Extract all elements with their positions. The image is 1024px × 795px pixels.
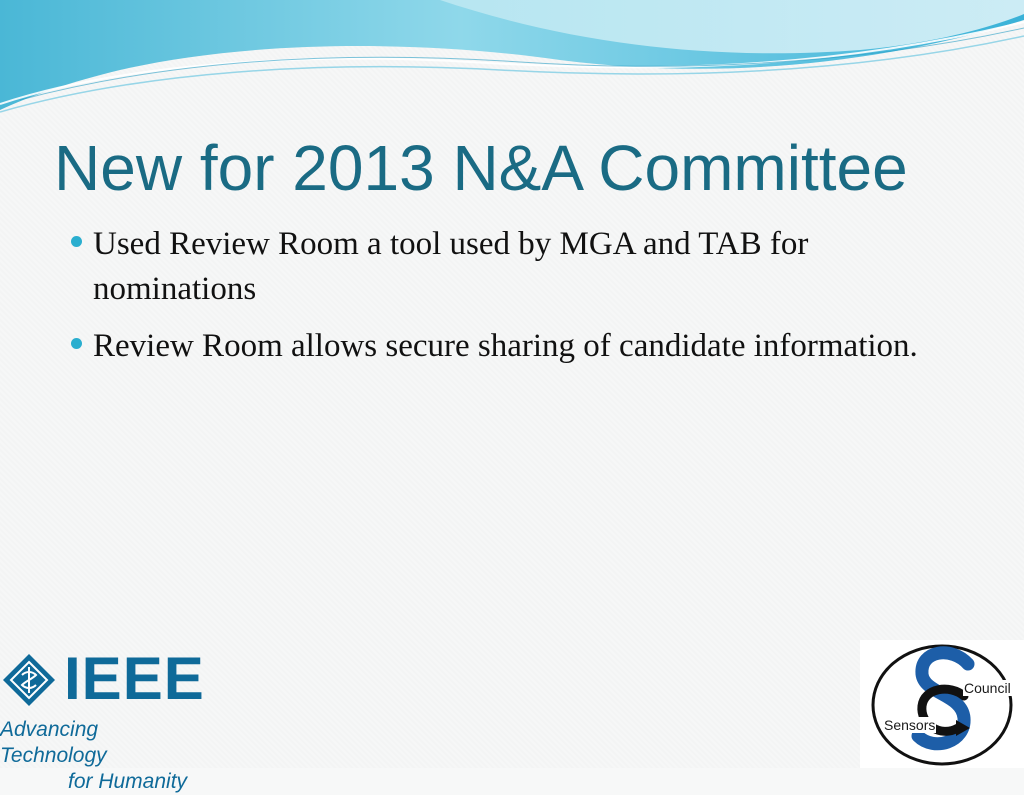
bullet-item — [64, 324, 964, 369]
bullet-item — [64, 222, 964, 312]
ieee-tagline-line1: Advancing Technology — [0, 718, 107, 767]
wave-header-decoration — [0, 0, 1024, 120]
bullet-text: Used Review Room a tool used by MGA and TAB for nominations — [93, 226, 809, 307]
sensors-council-logo — [860, 640, 1024, 768]
bullet-text: Review Room allows secure sharing of candidate information. — [93, 328, 918, 364]
ieee-tagline — [0, 717, 200, 795]
ieee-diamond-icon — [2, 653, 56, 707]
bullet-dot-icon — [71, 338, 82, 349]
sensors-council-emblem-icon — [860, 640, 1024, 768]
bullet-list — [64, 222, 964, 381]
bullet-dot-icon — [71, 236, 82, 247]
slide-title: New for 2013 N&A Committee — [54, 132, 908, 204]
sensors-label: Sensors — [884, 717, 936, 733]
ieee-logo — [0, 645, 205, 793]
ieee-wordmark: IEEE — [64, 645, 205, 712]
council-label: Council — [964, 680, 1011, 696]
ieee-tagline-line2: for Humanity — [68, 770, 188, 793]
